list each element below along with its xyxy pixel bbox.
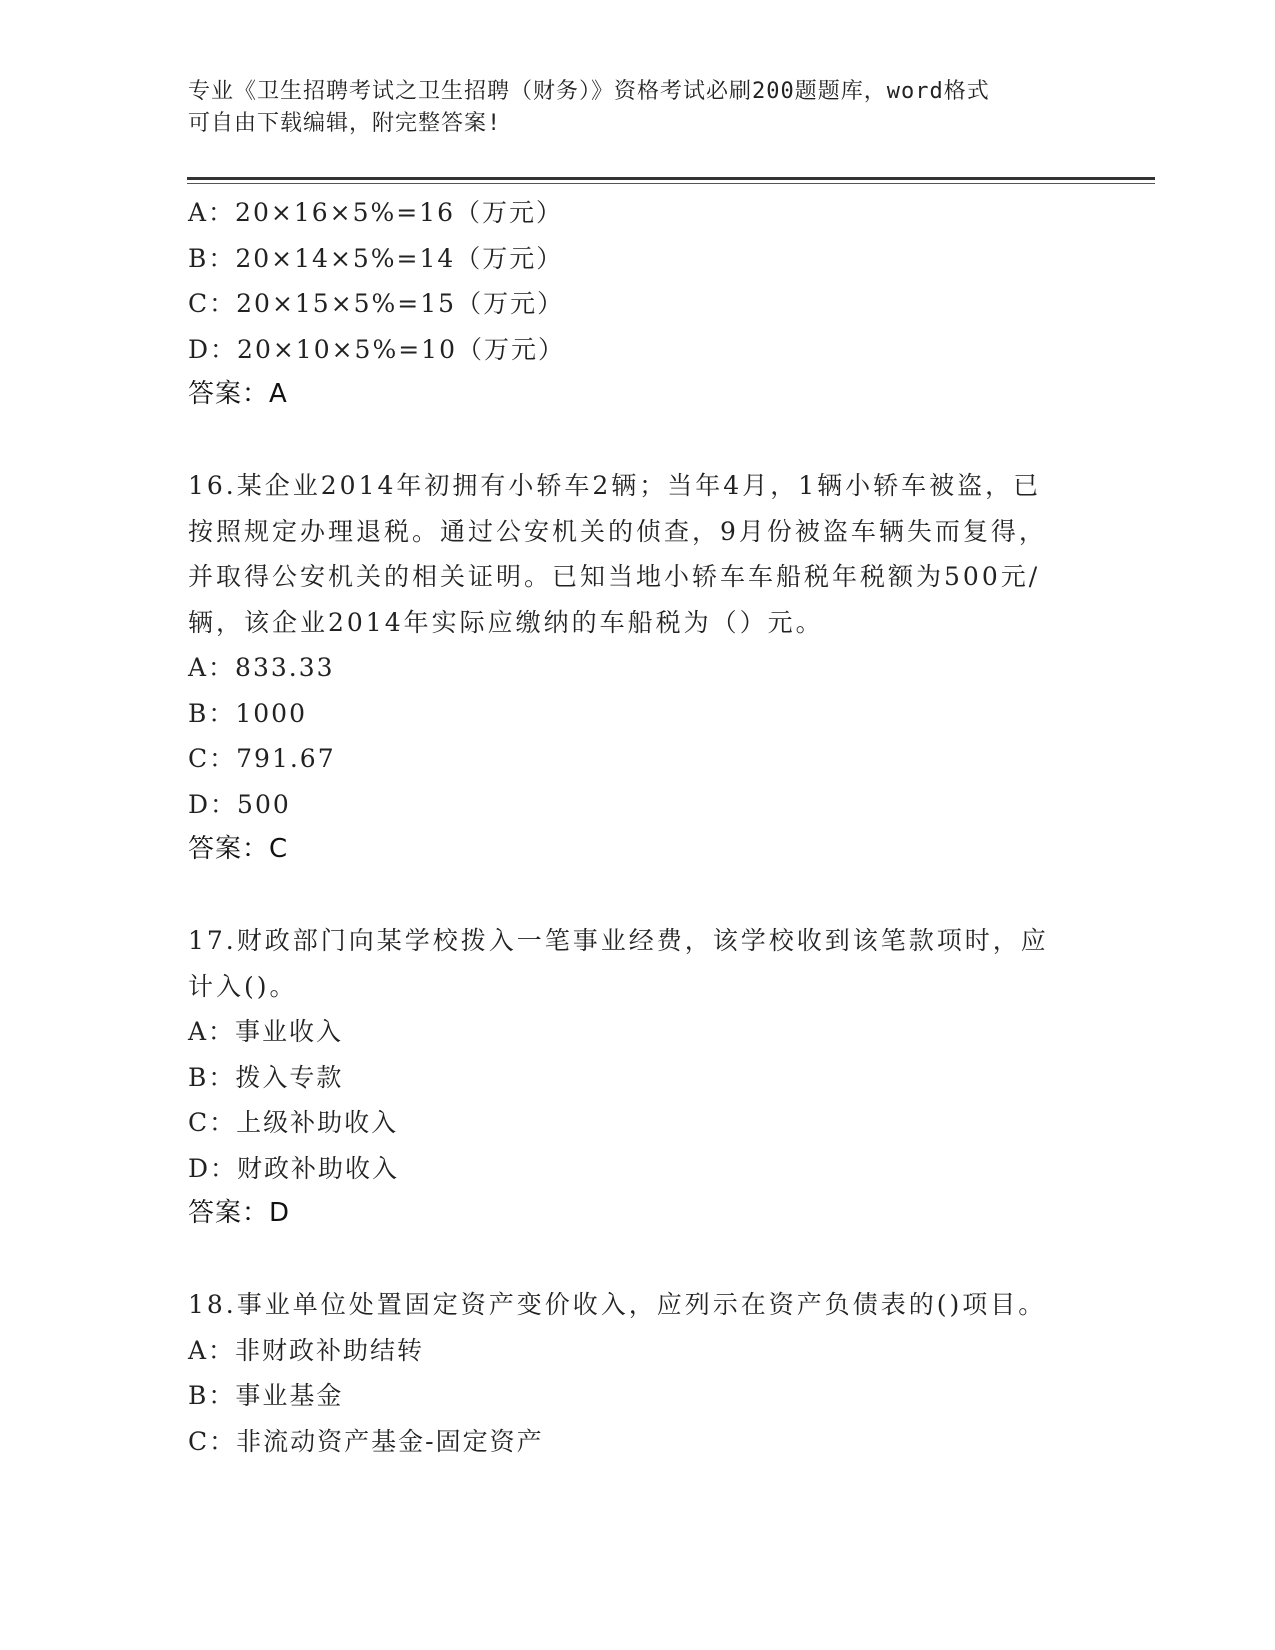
option-b: B：1000 <box>188 698 307 728</box>
option-c: C：非流动资产基金-固定资产 <box>188 1426 544 1456</box>
question-16-stem <box>188 463 1088 645</box>
option-d: D：20×10×5%=10（万元） <box>188 334 565 364</box>
option-b: B：20×14×5%=14（万元） <box>188 243 564 273</box>
stem-line: 按照规定办理退税。通过公安机关的侦查，9月份被盗车辆失而复得， <box>188 516 1047 546</box>
header-line-2: 可自由下载编辑，附完整答案! <box>188 111 502 136</box>
option-a: A：事业收入 <box>188 1017 344 1046</box>
spacer <box>188 418 1088 464</box>
question-16 <box>188 463 1088 873</box>
question-17-answer: 答案：D <box>188 1198 291 1228</box>
question-15-answer: 答案：A <box>188 379 288 409</box>
question-18-stem <box>188 1282 1088 1328</box>
spacer <box>188 873 1088 919</box>
question-list <box>188 190 1088 1464</box>
question-17-stem <box>188 918 1088 1009</box>
question-16-answer: 答案：C <box>188 834 289 864</box>
option-c: C：791.67 <box>188 744 336 773</box>
option-b: B：拨入专款 <box>188 1062 344 1092</box>
option-d: D：500 <box>188 789 291 819</box>
question-17 <box>188 918 1088 1237</box>
spacer <box>188 1237 1088 1283</box>
document-header <box>188 76 1068 140</box>
stem-line: 16.某企业2014年初拥有小轿车2辆；当年4月，1辆小轿车被盗，已 <box>188 471 1042 500</box>
option-a: A：20×16×5%=16（万元） <box>188 198 563 227</box>
option-b: B：事业基金 <box>188 1381 344 1410</box>
stem-line: 计入()。 <box>188 971 298 1001</box>
option-c: C：20×15×5%=15（万元） <box>188 289 565 318</box>
header-line-1: 专业《卫生招聘考试之卫生招聘（财务）》资格考试必刷200题题库，word格式 <box>188 79 990 104</box>
option-a: A：833.33 <box>188 653 335 682</box>
question-17-options <box>188 1009 1088 1191</box>
option-d: D：财政补助收入 <box>188 1153 400 1183</box>
question-16-options <box>188 645 1088 827</box>
stem-line: 辆，该企业2014年实际应缴纳的车船税为（）元。 <box>188 607 824 637</box>
question-15-options <box>188 190 1088 372</box>
stem-line: 17.财政部门向某学校拨入一笔事业经费，该学校收到该笔款项时，应 <box>188 926 1049 955</box>
question-15 <box>188 190 1088 418</box>
header-divider-thick <box>187 177 1155 180</box>
option-c: C：上级补助收入 <box>188 1108 399 1137</box>
question-18 <box>188 1282 1088 1464</box>
stem-line: 并取得公安机关的相关证明。已知当地小轿车车船税年税额为500元/ <box>188 562 1041 591</box>
stem-line: 18.事业单位处置固定资产变价收入，应列示在资产负债表的()项目。 <box>188 1290 1047 1319</box>
header-divider-thin <box>187 183 1155 184</box>
option-a: A：非财政补助结转 <box>188 1335 425 1365</box>
question-18-options <box>188 1328 1088 1465</box>
